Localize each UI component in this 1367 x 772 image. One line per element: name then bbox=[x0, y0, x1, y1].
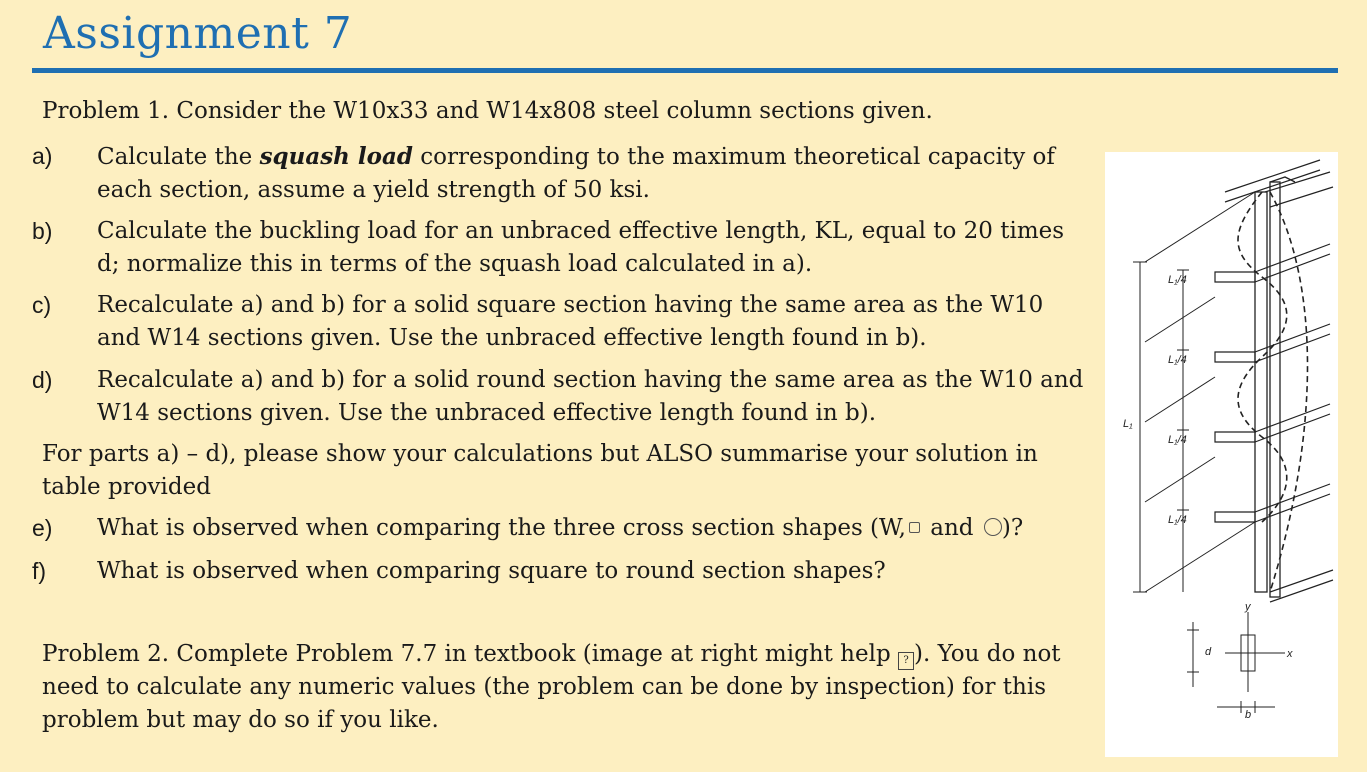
x-axis-label: x bbox=[1287, 648, 1293, 660]
dimension-lines bbox=[1133, 262, 1189, 592]
span-label: L₁/4 bbox=[1168, 514, 1187, 526]
item-text: corresponding to the maximum theoretical capacity of each section, assume a yield strength of 50 ksi. bbox=[97, 144, 1055, 203]
span-label: L₁/4 bbox=[1168, 354, 1187, 366]
item-letter: f) bbox=[32, 558, 47, 584]
item-text: )? bbox=[1001, 515, 1024, 541]
item-a bbox=[32, 140, 1092, 207]
span-label: L₁/4 bbox=[1168, 434, 1187, 446]
item-f bbox=[32, 555, 1092, 588]
width-label: b bbox=[1245, 709, 1252, 721]
item-letter: b) bbox=[32, 218, 53, 244]
summary-text: For parts a) – d), please show your calculations but ALSO summarise your solution in table provided bbox=[42, 441, 1038, 500]
column-bracing-figure bbox=[1105, 152, 1338, 757]
problem2-text bbox=[42, 638, 1082, 737]
item-e bbox=[32, 512, 1092, 545]
wall-lines bbox=[1145, 192, 1255, 592]
depth-label: d bbox=[1205, 646, 1212, 658]
square-icon bbox=[909, 522, 920, 533]
item-text: Recalculate a) and b) for a solid round section having the same area as the W10 and W14 sections given. Use the unbraced effective length found in b). bbox=[97, 367, 1084, 426]
buckled-shapes bbox=[1238, 192, 1308, 592]
item-text: What is observed when comparing square to round section shapes? bbox=[97, 558, 886, 584]
item-text: Recalculate a) and b) for a solid square section having the same area as the W10 and W14 sections given. Use the unbraced effective length found in b). bbox=[97, 292, 1044, 351]
item-c bbox=[32, 289, 1092, 355]
item-d bbox=[32, 364, 1092, 430]
column-diagram bbox=[1105, 152, 1338, 757]
title-rule bbox=[32, 68, 1338, 73]
problem2-text-start: Problem 2. Complete Problem 7.7 in textbook (image at right might help bbox=[42, 641, 898, 667]
cross-section bbox=[1187, 612, 1285, 713]
item-text: Calculate the buckling load for an unbraced effective length, KL, equal to 20 times d; normalize this in terms of the squash load calculated in a). bbox=[97, 218, 1065, 277]
total-length-label: L₁ bbox=[1123, 418, 1133, 430]
item-letter: d) bbox=[32, 367, 53, 393]
item-letter: e) bbox=[32, 515, 53, 541]
item-text: Calculate the bbox=[97, 144, 260, 170]
span-label: L₁/4 bbox=[1168, 274, 1187, 286]
problem2-text-end: ). You do not need to calculate any numeric values (the problem can be done by inspection) for this problem but may do so if you like. bbox=[42, 641, 1061, 733]
emphasis-text: squash load bbox=[259, 143, 413, 170]
item-letter: a) bbox=[32, 143, 53, 169]
problem1-intro: Problem 1. Consider the W10x33 and W14x808 steel column sections given. bbox=[42, 98, 933, 124]
circle-icon bbox=[984, 518, 1002, 536]
item-letter: c) bbox=[32, 292, 52, 318]
column bbox=[1255, 177, 1295, 597]
page-title: Assignment 7 bbox=[43, 8, 353, 59]
item-text: What is observed when comparing the three cross section shapes (W, bbox=[97, 515, 906, 541]
missing-glyph-icon: ? bbox=[898, 652, 914, 670]
item-text: and bbox=[922, 515, 981, 541]
y-axis-label: y bbox=[1245, 601, 1251, 613]
item-b bbox=[32, 215, 1092, 281]
